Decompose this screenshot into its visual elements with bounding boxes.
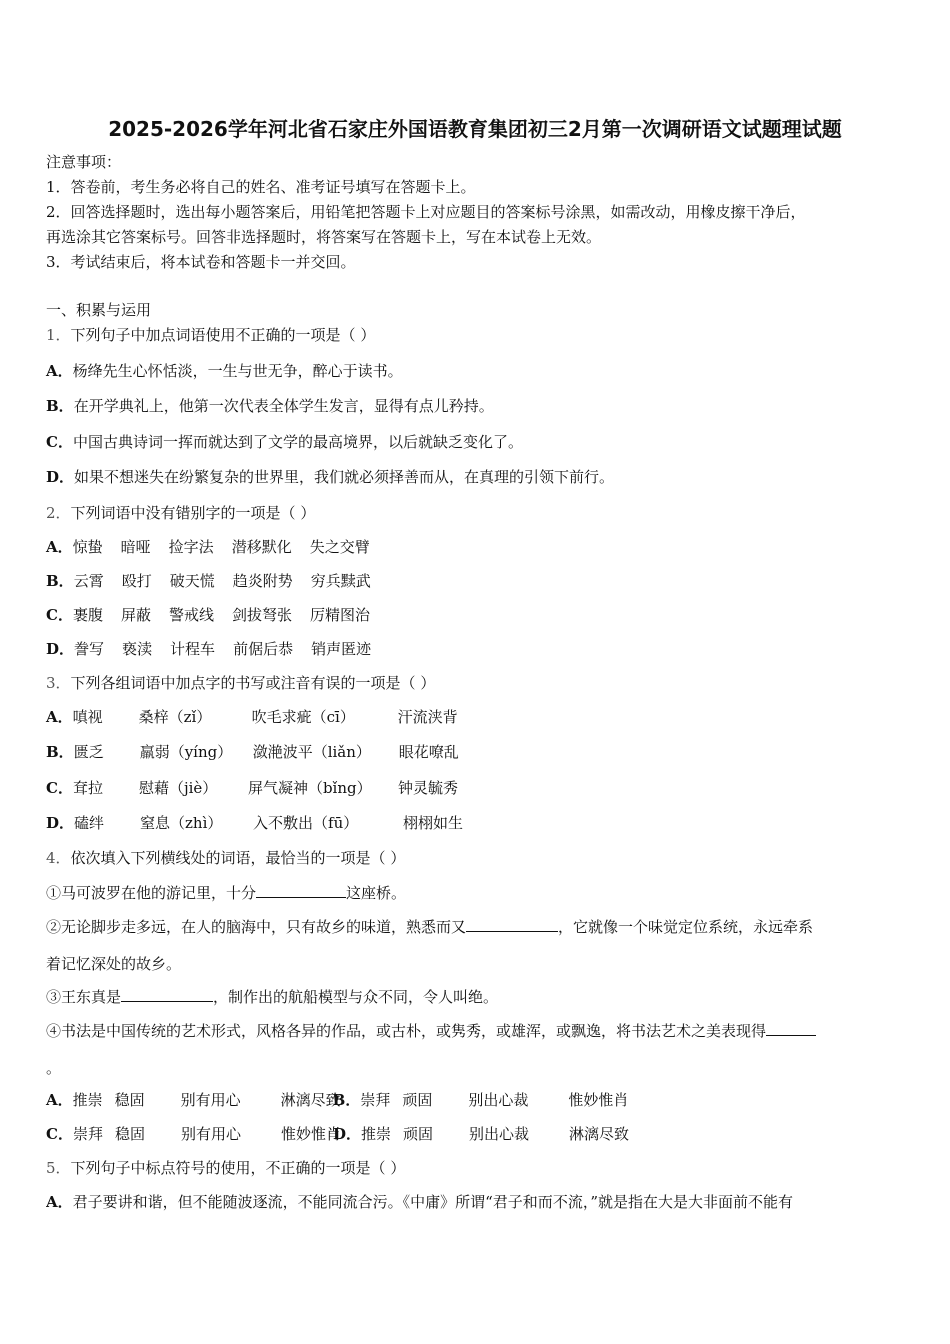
q3-option-b <box>46 742 459 762</box>
option-word: 趋炎附势 <box>232 572 293 590</box>
option-text: 君子要讲和谐，但不能随波逐流，不能同流合污。《中庸》所谓“君子和而不流，”就是指在大是大非面前不能有 <box>72 1193 793 1211</box>
option-word: 推崇 <box>72 1091 103 1109</box>
q3-option-c <box>46 778 458 798</box>
option-word: 潜移默化 <box>231 538 292 556</box>
question-text: 下列句子中标点符号的使用，不正确的一项是（ ） <box>70 1159 406 1177</box>
sentence-text: ，制作出的航船模型与众不同，令人叫绝。 <box>213 988 499 1006</box>
q3-option-a <box>46 707 458 727</box>
option-text: 中国古典诗词一挥而就达到了文学的最高境界，以后就缺乏变化了。 <box>72 433 523 451</box>
option-word: 窒息（zhì） <box>140 814 223 832</box>
option-label: C． <box>46 433 73 451</box>
q1-option-a <box>46 361 403 381</box>
option-word: 淋漓尽致 <box>280 1091 341 1109</box>
option-word: 殴打 <box>121 572 152 590</box>
option-word: 惟妙惟肖 <box>568 1091 629 1109</box>
question-5-stem <box>46 1158 405 1178</box>
fill-blank <box>466 917 558 932</box>
option-word: 羸弱（yíng） <box>139 743 233 761</box>
option-text: 在开学典礼上，他第一次代表全体学生发言，显得有点儿矜持。 <box>73 397 494 415</box>
option-label: A． <box>46 538 73 556</box>
sentence-text: ③王东真是 <box>46 988 122 1006</box>
option-word: 屏蔽 <box>120 606 151 624</box>
q4-sentence-4-cont: 。 <box>46 1059 62 1077</box>
option-word: 钟灵毓秀 <box>397 779 458 797</box>
question-text: 下列句子中加点词语使用不正确的一项是（ ） <box>70 326 376 344</box>
option-word: 亵渎 <box>122 640 153 658</box>
notes-item: 1．答卷前，考生务必将自己的姓名、准考证号填写在答题卡上。 <box>46 178 476 196</box>
notes-item: 3．考试结束后，将本试卷和答题卡一并交回。 <box>46 253 356 271</box>
option-word: 誊写 <box>74 640 105 658</box>
question-2-stem <box>46 503 315 523</box>
question-number: 5． <box>46 1159 71 1177</box>
notes-item: 再选涂其它答案标号。回答非选择题时，将答案写在答题卡上，写在本试卷上无效。 <box>46 228 602 246</box>
option-word: 顽固 <box>402 1125 433 1143</box>
option-word: 惟妙惟肖 <box>280 1125 341 1143</box>
option-label: A． <box>46 362 73 380</box>
option-word: 栩栩如生 <box>403 814 464 832</box>
q2-option-d <box>46 639 371 659</box>
option-word: 销声匿迹 <box>311 640 372 658</box>
option-word: 汗流浃背 <box>397 708 458 726</box>
option-word: 别有用心 <box>180 1091 241 1109</box>
option-word: 计程车 <box>170 640 216 658</box>
option-label: A． <box>46 708 73 726</box>
sentence-text: 这座桥。 <box>346 884 407 902</box>
option-word: 眼花嘹乱 <box>398 743 459 761</box>
option-word: 稳固 <box>114 1125 145 1143</box>
option-label: C． <box>46 606 73 624</box>
fill-blank <box>766 1021 816 1036</box>
option-label: A． <box>46 1091 73 1109</box>
option-word: 暗哑 <box>120 538 151 556</box>
option-text: 如果不想迷失在纷繁复杂的世界里，我们就必须择善而从，在真理的引领下前行。 <box>74 468 615 486</box>
option-word: 匮乏 <box>73 743 104 761</box>
option-label: A． <box>46 1193 73 1211</box>
question-text: 依次填入下列横线处的词语，最恰当的一项是（ ） <box>70 849 406 867</box>
q2-option-a <box>46 537 370 557</box>
option-label: C． <box>46 1125 73 1143</box>
question-4-stem <box>46 848 405 868</box>
question-text: 下列各组词语中加点字的书写或注音有误的一项是（ ） <box>70 674 436 692</box>
option-label: B． <box>46 743 74 761</box>
option-text: 杨绛先生心怀恬淡，一生与世无争，醉心于读书。 <box>72 362 403 380</box>
option-word: 别出心裁 <box>468 1125 529 1143</box>
fill-blank <box>256 883 346 898</box>
option-word: 桑梓（zǐ） <box>138 708 212 726</box>
q2-option-c <box>46 605 370 625</box>
question-3-stem <box>46 673 435 693</box>
q5-option-a <box>46 1192 906 1212</box>
option-word: 淋漓尽致 <box>568 1125 629 1143</box>
option-word: 警戒线 <box>168 606 214 624</box>
q4-options-ab <box>46 1090 628 1110</box>
option-word: 推崇 <box>360 1125 391 1143</box>
option-word: 穷兵黩武 <box>310 572 371 590</box>
option-word: 磕绊 <box>74 814 105 832</box>
sentence-text: ②无论脚步走多远，在人的脑海中，只有故乡的味道，熟悉而又 <box>46 918 467 936</box>
option-label: B． <box>46 397 74 415</box>
q4-sentence-2 <box>46 917 813 937</box>
option-word: 慰藉（jiè） <box>138 779 218 797</box>
option-word: 前倨后恭 <box>233 640 294 658</box>
option-word: 崇拜 <box>360 1091 391 1109</box>
question-number: 2． <box>46 504 71 522</box>
option-word: 入不敷出（fū） <box>253 814 359 832</box>
q4-sentence-1 <box>46 883 406 903</box>
question-1-stem <box>46 325 375 345</box>
q1-option-d <box>46 467 614 487</box>
page-title: 2025-2026学年河北省石家庄外国语教育集团初三2月第一次调研语文试题理试题 <box>108 117 842 141</box>
option-word: 顽固 <box>402 1091 433 1109</box>
q4-sentence-4 <box>46 1021 816 1041</box>
option-label: B． <box>46 572 74 590</box>
q1-option-b <box>46 396 494 416</box>
option-word: 别有用心 <box>180 1125 241 1143</box>
q2-option-b <box>46 571 371 591</box>
option-word: 潋滟波平（liǎn） <box>252 743 371 761</box>
question-number: 3． <box>46 674 71 692</box>
option-word: 裹腹 <box>72 606 103 624</box>
fill-blank <box>121 987 213 1002</box>
option-word: 崇拜 <box>72 1125 103 1143</box>
option-word: 吹毛求疵（cī） <box>251 708 355 726</box>
question-text: 下列词语中没有错别字的一项是（ ） <box>70 504 316 522</box>
q4-options-cd <box>46 1124 629 1144</box>
option-word: 耷拉 <box>72 779 103 797</box>
notes-item: 2．回答选择题时，选出每小题答案后，用铅笔把答题卡上对应题目的答案标号涂黑，如需改动，用橡皮擦干净后， <box>46 203 806 221</box>
option-label: C． <box>46 779 73 797</box>
option-word: 屏气凝神（bǐng） <box>247 779 372 797</box>
q1-option-c <box>46 432 523 452</box>
option-word: 失之交臂 <box>309 538 370 556</box>
q4-sentence-3 <box>46 987 498 1007</box>
question-number: 4． <box>46 849 71 867</box>
sentence-text: ，它就像一个味觉定位系统，永远牵系 <box>558 918 814 936</box>
option-label: D． <box>46 814 75 832</box>
option-word: 捡字法 <box>168 538 214 556</box>
option-word: 嗔视 <box>72 708 103 726</box>
option-label: D． <box>46 640 75 658</box>
option-word: 别出心裁 <box>468 1091 529 1109</box>
question-number: 1． <box>46 326 71 344</box>
notes-heading: 注意事项： <box>46 153 122 171</box>
option-word: 惊蛰 <box>72 538 103 556</box>
section-heading: 一、积累与运用 <box>46 301 152 319</box>
sentence-text: ④书法是中国传统的艺术形式，风格各异的作品，或古朴，或隽秀，或雄浑，或飘逸，将书法艺术之美表现得 <box>46 1022 767 1040</box>
q3-option-d <box>46 813 463 833</box>
option-label: D． <box>332 1125 361 1143</box>
option-label: D． <box>46 468 75 486</box>
option-word: 破天慌 <box>169 572 215 590</box>
option-word: 厉精图治 <box>310 606 371 624</box>
option-label: B． <box>332 1091 361 1109</box>
option-word: 稳固 <box>114 1091 145 1109</box>
sentence-text: ①马可波罗在他的游记里，十分 <box>46 884 257 902</box>
option-word: 云霄 <box>73 572 104 590</box>
q4-sentence-2-cont: 着记忆深处的故乡。 <box>46 955 182 973</box>
option-word: 剑拔弩张 <box>232 606 293 624</box>
